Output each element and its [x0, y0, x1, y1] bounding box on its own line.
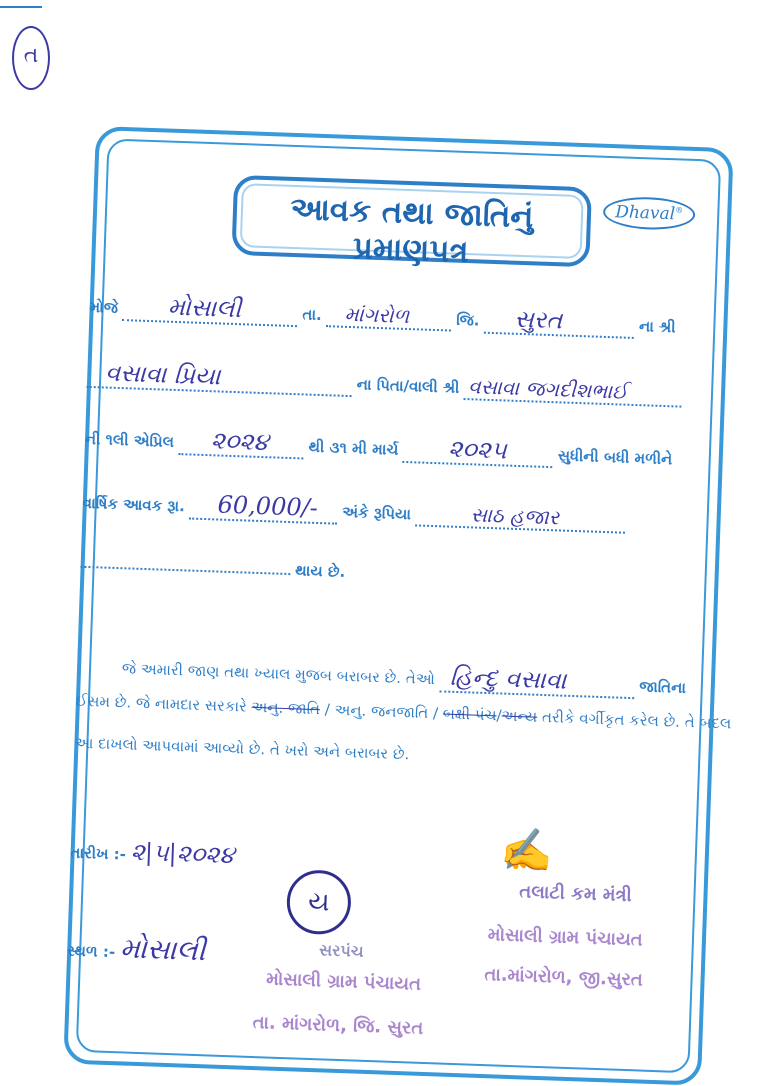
struck-anya: અન્ય [501, 706, 538, 726]
row-village [89, 290, 676, 340]
brand-name: Dhaval [614, 202, 676, 225]
brand-logo [603, 196, 696, 231]
field-to-year [403, 433, 554, 468]
value-date: ૨|૫|૨૦૨૪ [130, 837, 235, 870]
para-text-2-slash: / [496, 706, 502, 725]
value-district: સુરત [513, 304, 563, 335]
sarpanch-title: સરપંચ [318, 940, 364, 961]
field-income-words [415, 500, 626, 533]
value-income-words: સાઠ હજાર [470, 502, 560, 530]
label-april: ની ૧લી એપ્રિલ [84, 429, 175, 451]
label-na-shri: ના શ્રી [638, 317, 676, 337]
value-name: વસાવા પ્રિયા [104, 358, 221, 391]
field-blank [80, 566, 290, 575]
label-ji: જિ. [455, 310, 480, 330]
brand-registered-mark: ® [675, 205, 684, 215]
sarpanch-seal: ય [286, 869, 352, 935]
field-district [484, 304, 635, 339]
label-sudhi: સુધીની બધી મળીને [557, 446, 673, 469]
row-date [70, 836, 235, 870]
label-moje: મોજે [89, 297, 119, 317]
value-to-year: ૨૦૨૫ [447, 434, 508, 465]
label-anke: અંકે રૂપિયા [341, 502, 412, 524]
para-text-2-mid: / અનુ. જનજાતિ / [324, 700, 439, 723]
certificate [64, 150, 732, 1071]
corner-handwritten-mark: ત [12, 26, 50, 90]
row-para-1 [121, 651, 686, 701]
para-text-2a: ઈસમ છે. જે નામદાર સરકારે [75, 691, 248, 716]
sarpanch-office: મોસાલી ગ્રામ પંચાયત [265, 968, 422, 995]
value-place: મોસાલી [119, 931, 207, 968]
talati-office: મોસાલી ગ્રામ પંચાયત [487, 924, 644, 951]
value-taluka: માંગરોળ [344, 301, 410, 329]
field-income-digits [189, 490, 338, 525]
field-taluka [326, 301, 452, 331]
label-march: થી ૩૧ મી માર્ચ [308, 437, 399, 459]
row-name [87, 358, 683, 409]
label-ta: તા. [302, 305, 323, 325]
value-guardian: વસાવા જગદીશભાઈ [467, 374, 629, 404]
row-para-3 [74, 734, 410, 764]
value-village: મોસાલી [167, 292, 242, 324]
field-village [122, 291, 298, 327]
value-income-digits: 60,000/- [217, 490, 319, 522]
struck-anu-jati: અનુ. જાતિ [251, 697, 321, 719]
field-caste [439, 662, 635, 699]
label-jatina: જાતિના [638, 677, 687, 697]
field-from-year [178, 425, 304, 459]
label-income: વાર્ષિક આવક રૂા. [82, 493, 186, 516]
row-place [67, 930, 206, 969]
sarpanch-place: તા. માંગરોળ, જિ. સુરત [252, 1012, 424, 1039]
label-guardian: ના પિતા/વાલી શ્રી [356, 375, 460, 397]
field-guardian [464, 374, 683, 408]
talati-signature: ✍ [499, 824, 554, 876]
row-thay-che [80, 554, 345, 581]
para-text-1: જે અમારી જાણ તથા ખ્યાલ મુજબ બરાબર છે. તેઓ [121, 659, 436, 689]
label-thay-che: થાય છે. [294, 561, 346, 581]
certificate-title: આવક તથા જાતિનું પ્રમાણપત્ર [289, 190, 535, 271]
talati-place: તા.માંગરોળ, જી.સુરત [484, 964, 644, 991]
label-sthal: સ્થળ :- [66, 941, 116, 962]
talati-title: તલાટી કમ મંત્રી [519, 881, 633, 907]
field-name [87, 358, 353, 397]
row-income [82, 486, 626, 535]
value-caste: હિન્દુ વસાવા [449, 662, 567, 695]
label-tarikh: તારીખ :- [70, 843, 127, 864]
value-from-year: ૨૦૨૪ [210, 426, 269, 457]
row-period [84, 422, 672, 472]
para-text-2-end: તરીકે વર્ગીકૃત કરેલ છે. તે બદલ [541, 707, 732, 733]
struck-bakshi-panch: બક્ષી પંચ [442, 704, 497, 725]
title-box [231, 175, 592, 271]
para-text-3: આ દાખલો આપવામાં આવ્યો છે. તે ખરો અને બરાબર છે. [73, 733, 410, 764]
top-edge-line [0, 6, 42, 8]
